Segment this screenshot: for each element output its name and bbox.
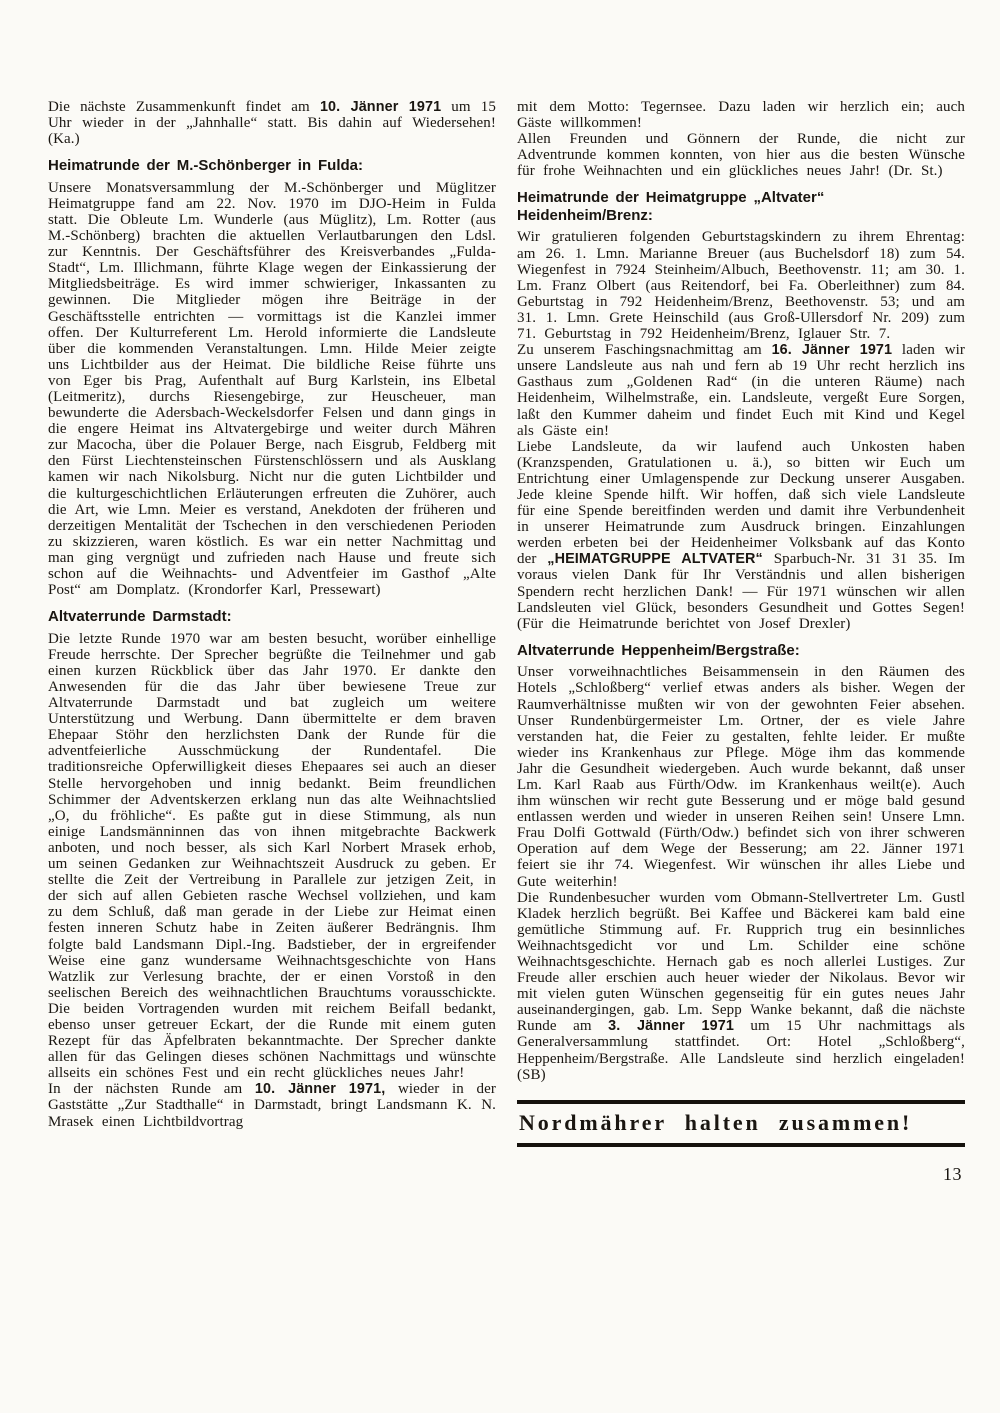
text-columns [48,99,965,1185]
right-column-text [517,99,965,1083]
section-heading: Heimatrunde der M.-Schönberger in Fulda: [48,157,363,175]
bold-run: „HEIMATGRUPPE ALTVATER“ [547,551,763,568]
left-column [48,99,496,1185]
paragraph: Allen Freunden und Gönnern der Runde, die nicht zur Adventrunde kommen konnten, von hier aus die besten Wünsche für frohe Weihnachten und ein glückliches neues Jahr! (Dr. St.) [517,131,965,180]
paragraph: Die letzte Runde 1970 war am besten besucht, worüber einhellige Freude herrschte. Der Sprecher begrüßte die Teilnehmer und gab einen kurzen Rückblick über das Jahr 1970. Er dankte den Anwesenden für die das Jahr über bewiesene Treue zur Altvaterrunde Darmstadt und bat zugleich um weitere Unterstützung und Werbung. Dann übermittelte er dem braven Ehepaar Stöhr den herzlichsten Dank der Runde für die adventfeierliche Ausschmückung der Rundentafel. Die traditionsreiche Opferwilligkeit dieses Ehepaares sei auch an dieser Stelle hervorgehoben und innig bedankt. Beim freundlichen Schimmer der Adventskerzen erklang nun das alte Weihnachtslied „O, du fröhliche“. Es paßte gut in diese Stimmung, als nun einige Landsmänninnen das von ihnen mitgebrachte Backwerk anboten, und noch besser, als sich Karl Norbert Mrasek erhob, um seinen Gedanken zur Weihnachtszeit Ausdruck zu geben. Er stellte die Zeit der Vertreibung in Parallele zur jetzigen Zeit, in der sich auf allen Gebieten rasche Wechsel vollziehen, und kam zu dem Schluß, daß man gerade in der Liebe zur Heimat einen festen inneren Schutz habe in Zeiten äußerer Bedrängnis. Ihm folgte bald Landsmann Dipl.-Ing. Badstieber, der in ergreifender Weise eine ganz wundersame Weihnachtsgeschichte von Hans Watzlik zur Verlesung brachte, der er einen Vorstoß in den seelischen Bereich des weihnachtlichen Brauchtums vorausschickte. Die beiden Vortragenden wurden mit reichem Beifall bedankt, ebenso unser getreuer Eckart, der die Runde mit einem guten Rezept für das Äpfelbraten bekanntmachte. Der Sprecher dankte allen für das Gelingen dieses schönen Nachmittags und wünschte allseits ein schönes Fest und ein recht glückliches neues Jahr! [48,630,496,1082]
paragraph: Zu unserem Faschingsnachmittag am 16. Jänner 1971 laden wir unsere Landsleute aus nah und fern ab 19 Uhr recht herzlich ins Gasthaus zum „Goldenen Rad“ (in die unteren Räume) nach Heidenheim, Wilhelmstraße, ein. Landsleute, vergeßt Eure Sorgen, laßt den Kummer daheim und findet Euch mit Kind und Kegel als Gäste ein! [517,342,965,439]
bold-run: 10. Jänner 1971, [254,1081,386,1098]
paragraph: Wir gratulieren folgenden Geburtstagskindern zu ihrem Ehrentag: am 26. 1. Lmn. Marianne Breuer (aus Buchelsdorf 18) zum 54. Wiegenfest in 7924 Steinheim/Albuch, Beethovenstr. 11; am 30. 1. Lm. Franz Olbert (aus Reitendorf, bei Fa. Oberleithner) zum 84. Geburtstag in 792 Heidenheim/Brenz, Beethovenstr. 53; und am 31. 1. Lmn. Grete Heinschild (aus Groß-Ullersdorf Nr. 209) zum 71. Geburtstag in 792 Heidenheim/Brenz, Iglauer Str. 7. [517,229,965,343]
paragraph: Die Rundenbesucher wurden vom Obmann-Stellvertreter Lm. Gustl Kladek herzlich begrüßt. Bei Kaffee und Bäckerei kam bald eine gemütliche Stimmung auf. Fr. Rupprich trug ein besinnliches Weihnachtsgedicht vor und Lm. Schilder eine schöne Weihnachtsgeschichte. Hernach gab es noch allerlei Lustiges. Zur Freude aller erschien auch heuer wieder der Nikolaus. Bevor wir mit vielen guten Wünschen gegenseitig für ein gutes neues Jahr auseinandergingen, gab. Lm. Sepp Wanke bekannt, daß die nächste Runde am 3. Jänner 1971 um 15 Uhr nachmittags als Generalversammlung stattfindet. Ort: Hotel „Schloßberg“, Heppenheim/Bergstraße. Alle Landsleute sind herzlich eingeladen! (SB) [517,889,965,1083]
paragraph: Unser vorweihnachtliches Beisammensein in den Räumen des Hotels „Schloßberg“ verlief etwas anders als bisher. Wegen der Raumverhältnisse mußten wir von der gewohnten Feier absehen. Unser Rundenbürgermeister Lm. Ortner, der es viele Jahre verstanden hat, die Feier zu gestalten, fehlte leider. Er mußte wieder ins Krankenhaus zur Pflege. Möge ihm das kommende Jahr die Gesundheit wiedergeben. Auch wurde bekannt, daß unser Lm. Karl Raab aus Fürth/Odw. im Krankenhaus weilt(e). Auch ihm wünschen wir recht gute Besserung und er möge bald gesund entlassen werden und wieder in unseren Reihen sein! Unsere Lmn. Frau Dolfi Gottwald (Fürth/Odw.) befindet sich von ihrer schweren Operation auf dem Wege der Besserung; am 22. Jänner 1971 feiert sie ihr 74. Wiegenfest. Wir wünschen ihr alles Liebe und Gute weiterhin! [517,664,965,890]
paragraph: In der nächsten Runde am 10. Jänner 1971, wieder in der Gaststätte „Zur Stadthalle“ in Darmstadt, bringt Landsmann K. N. Mrasek einen Lichtbildvortrag [48,1081,497,1130]
paragraph: mit dem Motto: Tegernsee. Dazu laden wir herzlich ein; auch Gäste willkommen! [517,99,965,132]
paragraph: Die nächste Zusammenkunft findet am 10. Jänner 1971 um 15 Uhr wieder in der „Jahnhalle“ statt. Bis dahin auf Wiedersehen! (Ka.) [48,99,496,148]
section-heading: Altvaterrunde Darmstadt: [48,608,232,626]
banner-headline: Nordmährer halten zusammen! [517,1100,965,1147]
bold-run: 10. Jänner 1971 [319,99,442,115]
paragraph: Liebe Landsleute, da wir laufend auch Unkosten haben (Kranzspenden, Gratulationen u. ä.), so bitten wir Euch um Entrichtung einer Umlagenspende zur Deckung unserer Ausgaben. Jede kleine Spende hilft. Wir hoffen, daß sich viele Landsleute für eine Spende bereitfinden werden und damit ihre Verbundenheit in unserer Heimatrunde zum Ausdruck bringen. Einzahlungen werden erbeten bei der Heidenheimer Volksbank auf das Konto der „HEIMATGRUPPE ALTVATER“ Sparbuch-Nr. 31 31 35. Im voraus vielen Dank für Ihr Verständnis und allen bisherigen Spendern recht herzlichen Dank! — Für 1971 wünschen wir allen Landsleuten viel Glück, besonders Gesundheit und Gottes Segen! (Für die Heimatrunde berichtet von Josef Drexler) [517,438,965,632]
paragraph: Unsere Monatsversammlung der M.-Schönberger und Müglitzer Heimatgruppe fand am 22. Nov. 1970 im DJO-Heim in Fulda statt. Die Obleute Lm. Wunderle (aus Müglitz), Lm. Rotter (aus M.-Schönberg) brachten die aktuellen Verlautbarungen den Ldsl. zur Kenntnis. Der Geschäftsführer des Kreisverbandes „Fulda-Stadt“, Lm. Illichmann, führte Klage wegen der Einkassierung der Mitgliedsbeiträge. Es wird immer schwieriger, Inkassanten zu gewinnen. Die Mitglieder mögen ihre Beiträge in der Geschäftsstelle entrichten — vormittags ist die Kanzlei immer offen. Der Kulturreferent Lm. Herold informierte die Landsleute über die kommenden Veranstaltungen. Lmn. Hilde Meier zeigte uns Lichtbilder aus der Heimat. Die bildliche Reise führte uns von Eger bis Prag, Aufenthalt auf Burg Karlstein, ins Elbetal (Leitmeritz), durchs Riesengebirge, zur Heuscheuer, man bewunderte die Adersbach-Weckelsdorfer Felsen und dann gings in die engere Heimat ins Altvatergebirge und weiter durch Mähren zur Macocha, über die Polauer Berge, nach Eisgrub, Feldberg mit den Fürst Liechtensteinschen Fürstenschlössern und als Ausklang kamen wir nach Nikolsburg. Nicht nur die guten Lichtbilder und die kulturgeschichtlichen Erläuterungen erfreuten die Zuhörer, auch die Art, wie Lmn. Meier es verstand, Anekdoten der früheren und derzeitigen Mentalität der Tschechen in den verschiedenen Perioden zu skizzieren, waren köstlich. Es war ein netter Nachmittag und man ging vergnügt und zufrieden nach Hause und freute sich schon auf die Weihnachts- und Adventfeier im Gasthof „Alte Post“ am Domplatz. (Krondorfer Karl, Pressewart) [48,179,496,599]
bold-run: 3. Jänner 1971 [608,1018,734,1035]
section-heading: Heimatrunde der Heimatgruppe „Altvater“ Heidenheim/Brenz: [517,189,825,224]
page-number: 13 [943,1163,962,1184]
right-column [517,99,965,1185]
section-heading: Altvaterrunde Heppenheim/Bergstraße: [517,641,800,659]
bold-run: 16. Jänner 1971 [771,342,893,359]
